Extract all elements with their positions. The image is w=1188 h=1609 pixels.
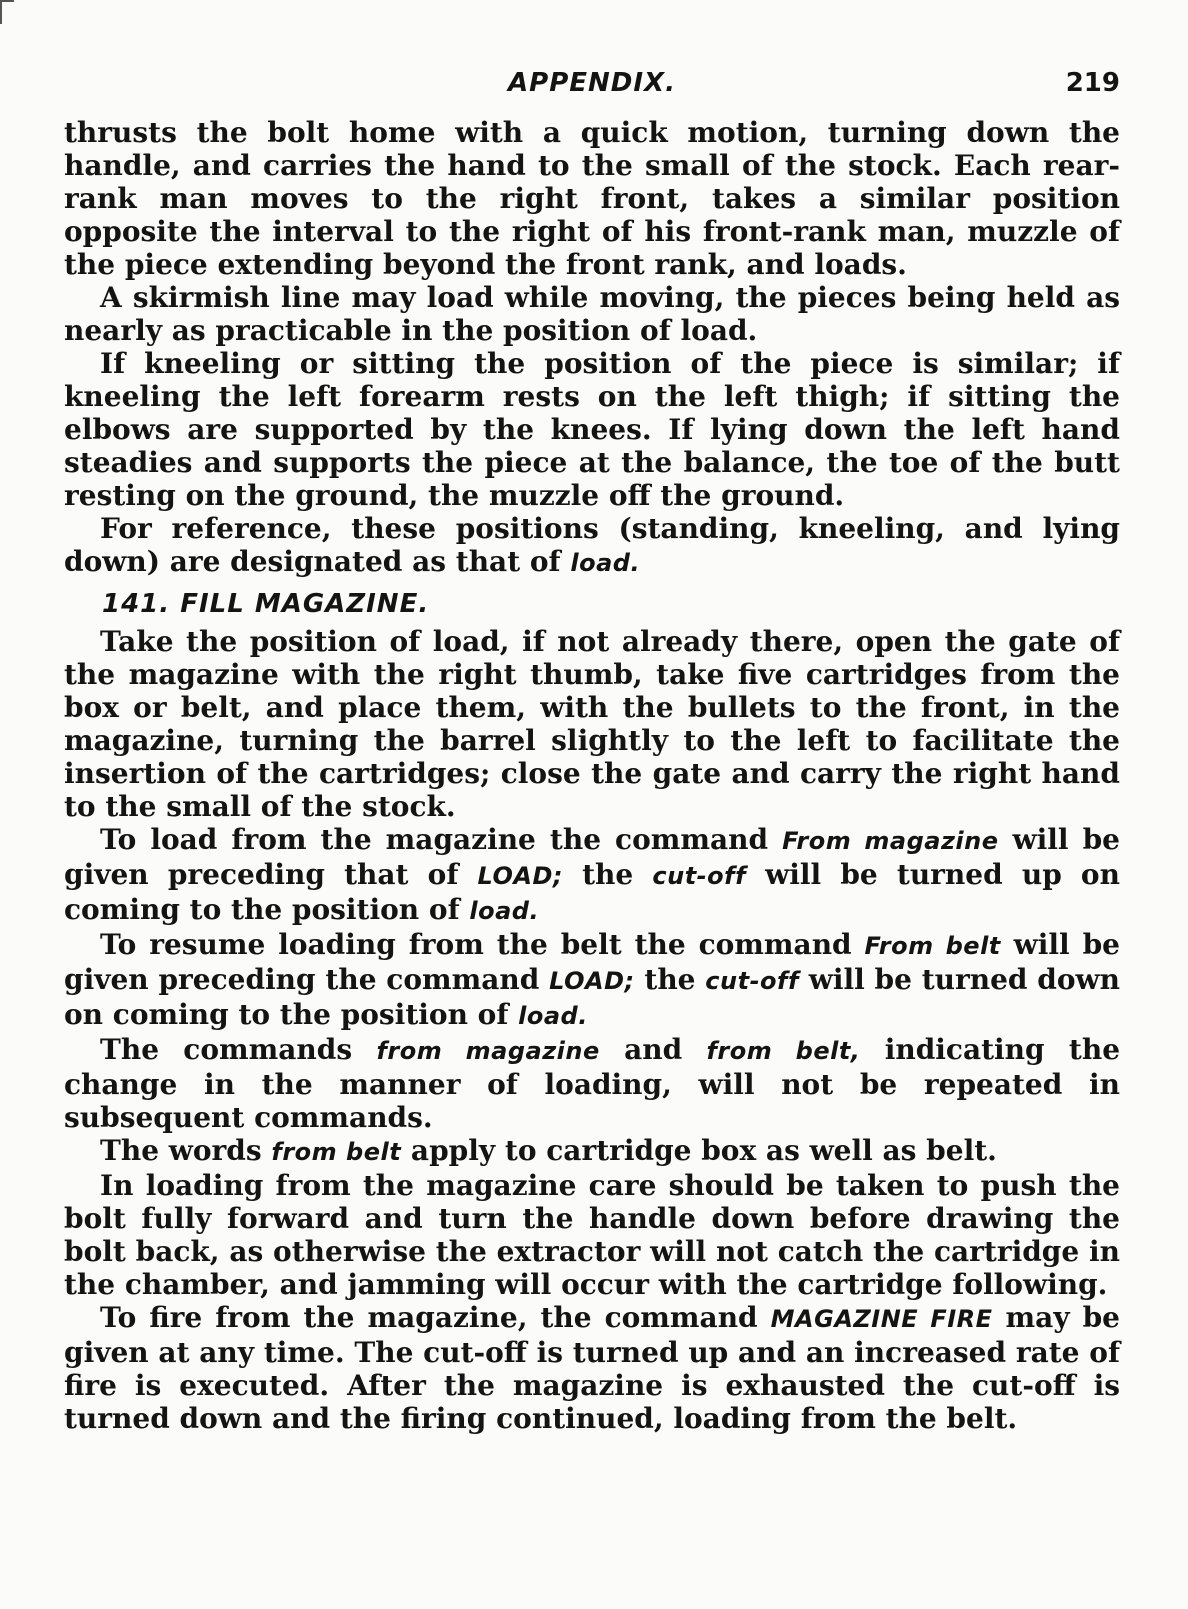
paragraph-text: indicating the change in the manner of loading, will not be repeated in subsequent commands. [64, 1033, 1121, 1134]
paragraph-text: To resume loading from the belt the command [100, 928, 865, 961]
emphasis-text: from belt [271, 1138, 402, 1166]
emphasis-text: From magazine [782, 827, 999, 855]
paragraph-text: apply to cartridge box as well as belt. [401, 1134, 997, 1167]
paragraph [64, 347, 1120, 512]
page-body [64, 116, 1120, 1435]
emphasis-text: cut-off [652, 862, 747, 890]
emphasis-text: load. [518, 1002, 588, 1030]
paragraph [64, 281, 1120, 347]
paragraph-text: To fire from the magazine, the command [100, 1301, 771, 1334]
emphasis-text: cut-off [705, 967, 799, 995]
emphasis-text: load. [570, 549, 641, 577]
emphasis-text: from magazine [376, 1037, 600, 1065]
paragraph-text: and [599, 1033, 707, 1066]
paragraph [64, 1033, 1120, 1134]
paragraph-text: For reference, these positions (standing, kneeling, and lying down) are designated as that of [64, 512, 1120, 578]
emphasis-text: load. [469, 897, 540, 925]
paragraph [64, 625, 1120, 823]
intro-paragraphs [64, 116, 1120, 580]
paragraph-text: In loading from the magazine care should be taken to push the bolt fully forward and turn the handle down before drawing the bolt back, as otherwise the extractor will not catch the cartridge in the chamber, and jamming will occur with the cartridge following. [64, 1169, 1120, 1301]
paragraph-text: the [562, 858, 653, 891]
emphasis-text: LOAD; [549, 967, 635, 995]
paragraph-text: thrusts the bolt home with a quick motion, turning down the handle, and carries the hand to the small of the stock. Each rear-rank man moves to the right front, takes a similar position opposite the interval to the right of his front-rank man, muzzle of the piece extending beyond the front rank, and loads. [64, 116, 1120, 281]
emphasis-text: LOAD; [477, 862, 563, 890]
paragraph [64, 1169, 1120, 1301]
paragraph-text: will be turned up on coming to the position of [64, 858, 1120, 926]
paragraph-text: If kneeling or sitting the position of the piece is similar; if kneeling the left forearm rests on the left thigh; if sitting the elbows are supported by the knees. If lying down the left hand steadies and supports the piece at the balance, the toe of the butt resting on the ground, the muzzle off the ground. [64, 347, 1120, 512]
emphasis-text: from belt, [706, 1037, 861, 1065]
scan-corner-mark [0, 0, 14, 24]
paragraph-text: may be given at any time. The cut-off is turned up and an increased rate of fire is executed. After the magazine is exhausted the cut-off is turned down and the firing continued, loading from the belt. [64, 1301, 1120, 1435]
section-paragraphs [64, 625, 1120, 1435]
paragraph [64, 116, 1120, 281]
paragraph-text: A skirmish line may load while moving, the pieces being held as nearly as practicable in the position of load. [64, 281, 1120, 347]
paragraph-text: will be turned down on coming to the position of [64, 963, 1121, 1031]
paragraph [64, 823, 1120, 928]
book-page [64, 68, 1120, 1435]
emphasis-text: From belt [864, 932, 1001, 960]
paragraph [64, 928, 1120, 1033]
paragraph-text: Take the position of load, if not already there, open the gate of the magazine with the right thumb, take five cartridges from the box or belt, and place them, with the bullets to the front, in the magazine, turning the barrel slightly to the left to facilitate the insertion of the cartridges; close the gate and carry the right hand to the small of the stock. [64, 625, 1120, 823]
paragraph-text: will be given preceding the command [64, 928, 1120, 996]
paragraph [64, 1134, 1120, 1169]
running-title: APPENDIX. [508, 68, 676, 98]
paragraph-text: To load from the magazine the command [100, 823, 783, 856]
section-heading: 141. FILL MAGAZINE. [102, 589, 430, 619]
running-header [64, 68, 1120, 108]
paragraph-text: the [634, 963, 706, 996]
emphasis-text: MAGAZINE FIRE [770, 1305, 993, 1333]
page-number: 219 [1065, 68, 1120, 98]
paragraph-text: will be given preceding that of [64, 823, 1120, 891]
paragraph-text: The words [100, 1134, 272, 1167]
paragraph-text: The commands [100, 1033, 377, 1066]
paragraph [64, 1301, 1120, 1435]
paragraph [64, 512, 1120, 580]
